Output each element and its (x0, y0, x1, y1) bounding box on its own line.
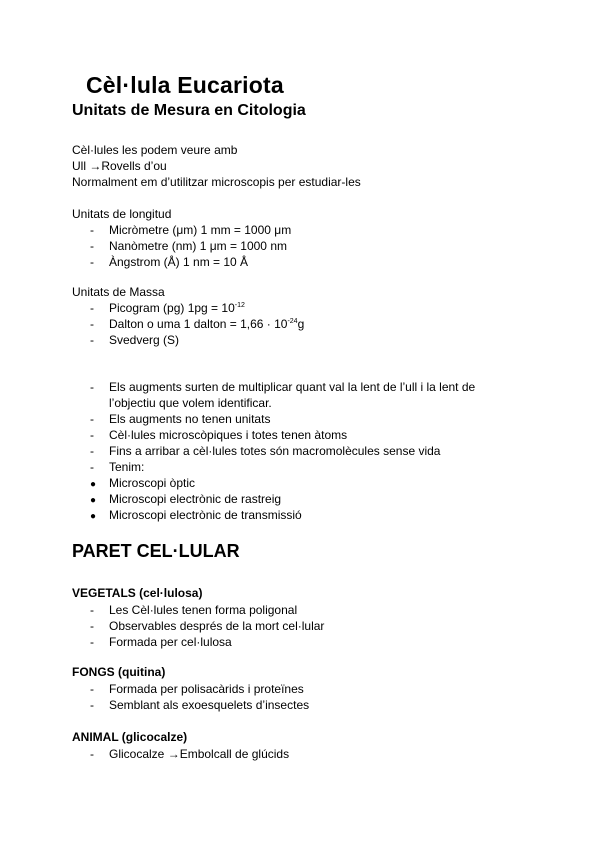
formula-text: Picogram (pg) 1pg = 10 (109, 301, 235, 315)
exponent: -12 (234, 302, 245, 309)
list-item-text: Els augments surten de multiplicar quant val la lent de l’ull i la lent de (109, 380, 476, 394)
list-item-text (109, 316, 304, 332)
list-item (90, 681, 304, 697)
dash-mark: - (90, 239, 94, 253)
list-item-text: Microscopi òptic (109, 476, 196, 490)
list-item (90, 222, 291, 238)
list-item-text: Les Cèl·lules tenen forma poligonal (109, 603, 298, 617)
bullet-dot-icon: ● (90, 511, 97, 522)
section-heading-massa: Unitats de Massa (72, 285, 165, 299)
dash-mark: - (90, 223, 94, 237)
dash-mark: - (90, 317, 94, 331)
unit-text: g (297, 317, 305, 331)
dash-mark: - (90, 460, 94, 474)
bullet-dot-icon: ● (90, 479, 97, 490)
list-item (90, 634, 232, 650)
page-subtitle: Unitats de Mesura en Citologia (72, 102, 306, 119)
exponent: -24 (287, 318, 298, 325)
list-item-text: Glicocalze →Embolcall de glúcids (109, 747, 290, 761)
list-item (90, 316, 304, 332)
dash-mark: - (90, 635, 94, 649)
dash-mark: - (90, 255, 94, 269)
list-item-text: Nanòmetre (nm) 1 μm = 1000 nm (109, 239, 287, 253)
list-item (90, 332, 179, 348)
list-item (90, 300, 245, 316)
dash-mark: - (90, 412, 94, 426)
list-item (90, 411, 270, 427)
list-item (90, 746, 289, 762)
list-item-text: Tenim: (109, 460, 145, 474)
dash-mark: - (90, 682, 94, 696)
list-item-text: Àngstrom (Å) 1 nm = 10 Å (109, 255, 249, 269)
list-item-text: Observables després de la mort cel·lular (109, 619, 325, 633)
list-item-text: Cèl·lules microscòpiques i totes tenen àtoms (109, 428, 348, 442)
list-item (90, 443, 440, 459)
intro-line: Ull →Rovells d’ou (72, 159, 167, 173)
dash-mark: - (90, 333, 94, 347)
list-item (90, 238, 287, 254)
dash-mark: - (90, 301, 94, 315)
section-heading-longitud: Unitats de longitud (72, 207, 172, 221)
list-item-text: Microscopi electrònic de transmissió (109, 508, 302, 522)
list-item (90, 602, 297, 618)
section-heading-paret: PARET CEL·LULAR (72, 541, 240, 561)
formula-text: Dalton o uma 1 dalton = 1,66 · 10 (109, 317, 288, 331)
intro-line: Cèl·lules les podem veure amb (72, 143, 238, 157)
list-item-text: Svedverg (S) (109, 333, 180, 347)
list-item-continuation (90, 395, 272, 411)
list-item-text: Fins a arribar a cèl·lules totes són macromolècules sense vida (109, 444, 441, 458)
list-item-text (109, 300, 245, 316)
subheading-fongs: FONGS (quitina) (72, 665, 166, 679)
subheading-animal: ANIMAL (glicocalze) (72, 730, 188, 744)
dash-mark: - (90, 619, 94, 633)
subheading-vegetals: VEGETALS (cel·lulosa) (72, 586, 203, 600)
list-item-text: Formada per polisacàrids i proteïnes (109, 682, 304, 696)
dash-mark: - (90, 380, 94, 394)
list-item-text: l’objectiu que volem identificar. (109, 396, 272, 410)
dash-mark: - (90, 603, 94, 617)
bullet-dot-icon: ● (90, 495, 97, 506)
list-item-text: Micròmetre (μm) 1 mm = 1000 μm (109, 223, 292, 237)
list-item-text: Semblant als exoesquelets d’insectes (109, 698, 310, 712)
dash-mark: - (90, 698, 94, 712)
dash-mark: - (90, 444, 94, 458)
bullet-item (90, 507, 302, 525)
list-item (90, 618, 324, 634)
dash-mark: - (90, 747, 94, 761)
list-item (90, 427, 347, 443)
intro-line: Normalment em d’utilitzar microscopis per estudiar-les (72, 175, 361, 189)
list-item (90, 459, 144, 475)
dash-mark: - (90, 428, 94, 442)
list-item-text: Microscopi electrònic de rastreig (109, 492, 282, 506)
list-item (90, 254, 248, 270)
page-title: Cèl·lula Eucariota (86, 72, 284, 98)
list-item-text: Formada per cel·lulosa (109, 635, 232, 649)
list-item-text: Els augments no tenen unitats (109, 412, 271, 426)
list-item (90, 697, 309, 713)
list-item (90, 379, 475, 395)
